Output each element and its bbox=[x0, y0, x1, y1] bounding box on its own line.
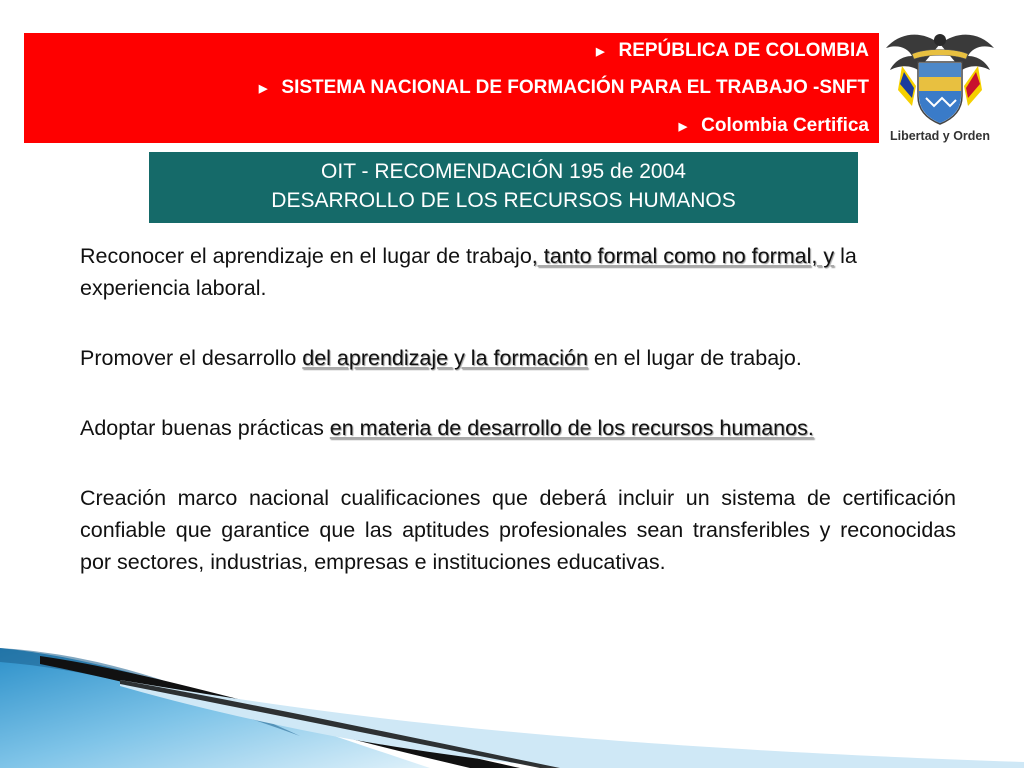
p2-highlight: del aprendizaje y la formación bbox=[302, 346, 588, 370]
p1-text-a: Reconocer el aprendizaje en el lugar de trabajo bbox=[80, 244, 532, 268]
header-line2-text: SISTEMA NACIONAL DE FORMACIÓN PARA EL TRABAJO -SNFT bbox=[281, 77, 869, 98]
paragraph-adoptar bbox=[80, 412, 956, 444]
paragraph-creacion: Creación marco nacional cualificaciones que deberá incluir un sistema de certificación confiable que garantice que las aptitudes profesionales sean transferibles y reconocidas por sectores, industrias, empresas e instituciones educativas. bbox=[80, 486, 956, 574]
header-line1-text: REPÚBLICA DE COLOMBIA bbox=[618, 40, 869, 61]
header-line-republica bbox=[596, 40, 869, 62]
header-bar bbox=[24, 33, 879, 143]
p3-highlight: en materia de desarrollo de los recursos humanos. bbox=[329, 416, 814, 440]
coat-of-arms-icon bbox=[882, 26, 998, 146]
triangle-right-icon: ▶ bbox=[596, 45, 605, 58]
title-line1: OIT - RECOMENDACIÓN 195 de 2004 bbox=[321, 160, 686, 183]
header-line3-text: Colombia Certifica bbox=[701, 115, 869, 136]
title-line2: DESARROLLO DE LOS RECURSOS HUMANOS bbox=[271, 189, 736, 212]
paragraph-reconocer bbox=[80, 240, 956, 304]
header-line-snft bbox=[259, 77, 869, 99]
p1-text-c: la experiencia laboral. bbox=[80, 244, 857, 300]
crest-motto: Libertad y Orden bbox=[889, 129, 991, 143]
p2-text-a: Promover el desarrollo bbox=[80, 346, 303, 370]
triangle-right-icon: ▶ bbox=[678, 120, 688, 133]
triangle-right-icon: ▶ bbox=[258, 82, 268, 95]
main-content bbox=[80, 240, 956, 616]
paragraph-promover bbox=[80, 342, 956, 374]
p3-text-a: Adoptar buenas prácticas bbox=[80, 416, 330, 440]
header-line-colombia-certifica bbox=[679, 115, 869, 137]
p2-text-c: en el lugar de trabajo. bbox=[587, 346, 802, 370]
p1-highlight: , tanto formal como no formal, y bbox=[531, 244, 835, 268]
title-box bbox=[149, 152, 858, 223]
